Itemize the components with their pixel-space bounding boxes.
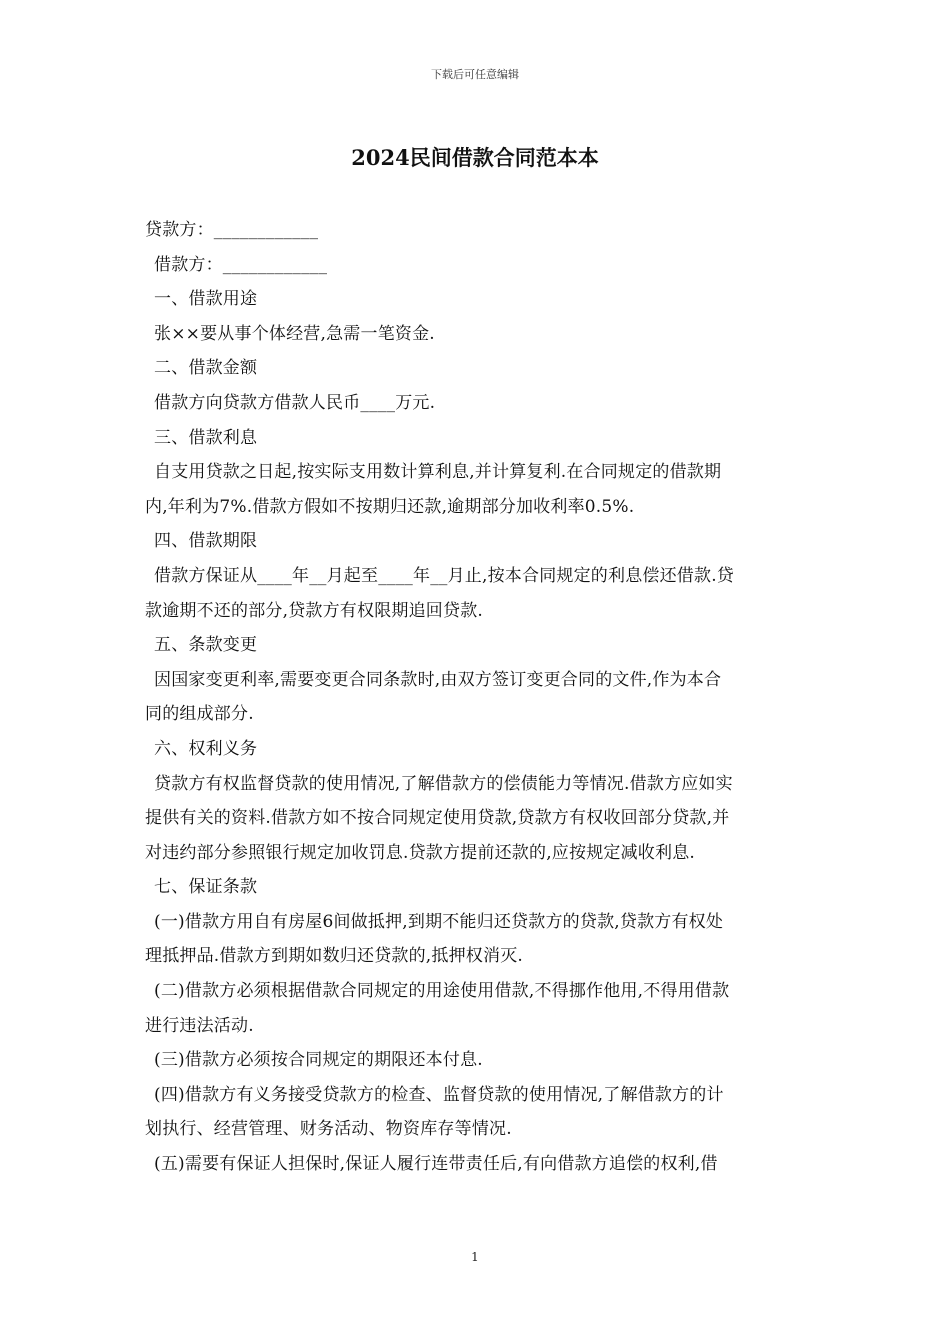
paragraph-line: 因国家变更利率,需要变更合同条款时,由双方签订变更合同的文件,作为本合 — [154, 669, 722, 690]
paragraph-line: 贷款方有权监督贷款的使用情况,了解借款方的偿债能力等情况.借款方应如实 — [154, 773, 733, 794]
paragraph-line: 同的组成部分. — [145, 704, 254, 725]
paragraph-line: 自支用贷款之日起,按实际支用数计算利息,并计算复利.在合同规定的借款期 — [154, 462, 722, 483]
paragraph-line: 张××要从事个体经营,急需一笔资金. — [154, 323, 435, 344]
section-heading: 三、借款利息 — [154, 427, 258, 448]
clause-line: (一)借款方用自有房屋6间做抵押,到期不能归还贷款方的贷款,贷款方有权处 — [154, 911, 724, 932]
paragraph-line: 借款方保证从____年__月起至____年__月止,按本合同规定的利息偿还借款.贷 — [154, 565, 735, 586]
document-title: 2024民间借款合同范本本 — [351, 145, 599, 170]
clause-line: (五)需要有保证人担保时,保证人履行连带责任后,有向借款方追偿的权利,借 — [154, 1154, 718, 1175]
paragraph-line: 借款方向贷款方借款人民币____万元. — [154, 392, 436, 413]
paragraph-line: 理抵押品.借款方到期如数归还贷款的,抵押权消灭. — [145, 946, 524, 967]
paragraph-line: 进行违法活动. — [145, 1015, 254, 1036]
clause-line: (二)借款方必须根据借款合同规定的用途使用借款,不得挪作他用,不得用借款 — [154, 981, 730, 1002]
section-heading: 二、借款金额 — [154, 358, 258, 379]
section-heading: 六、权利义务 — [154, 738, 258, 759]
lender-field: 贷款方：____________ — [145, 220, 319, 240]
paragraph-line: 提供有关的资料.借款方如不按合同规定使用贷款,贷款方有权收回部分贷款,并 — [145, 808, 730, 829]
borrower-field: 借款方：____________ — [154, 254, 328, 275]
clause-line: (三)借款方必须按合同规定的期限还本付息. — [154, 1050, 483, 1071]
paragraph-line: 内,年利为7%.借款方假如不按期归还款,逾期部分加收利率0.5%. — [145, 496, 635, 517]
section-heading: 七、保证条款 — [154, 877, 258, 898]
clause-line: (四)借款方有义务接受贷款方的检查、监督贷款的使用情况,了解借款方的计 — [154, 1084, 724, 1105]
section-heading: 四、借款期限 — [154, 531, 258, 552]
paragraph-line: 划执行、经营管理、财务活动、物资库存等情况. — [145, 1119, 512, 1140]
header-note: 下载后可任意编辑 — [431, 68, 519, 81]
section-heading: 一、借款用途 — [154, 289, 258, 310]
section-heading: 五、条款变更 — [154, 635, 258, 656]
page-number: 1 — [471, 1250, 479, 1264]
paragraph-line: 款逾期不还的部分,贷款方有权限期追回贷款. — [145, 600, 484, 621]
contract-body — [145, 213, 811, 1182]
paragraph-line: 对违约部分参照银行规定加收罚息.贷款方提前还款的,应按规定减收利息. — [145, 842, 696, 863]
